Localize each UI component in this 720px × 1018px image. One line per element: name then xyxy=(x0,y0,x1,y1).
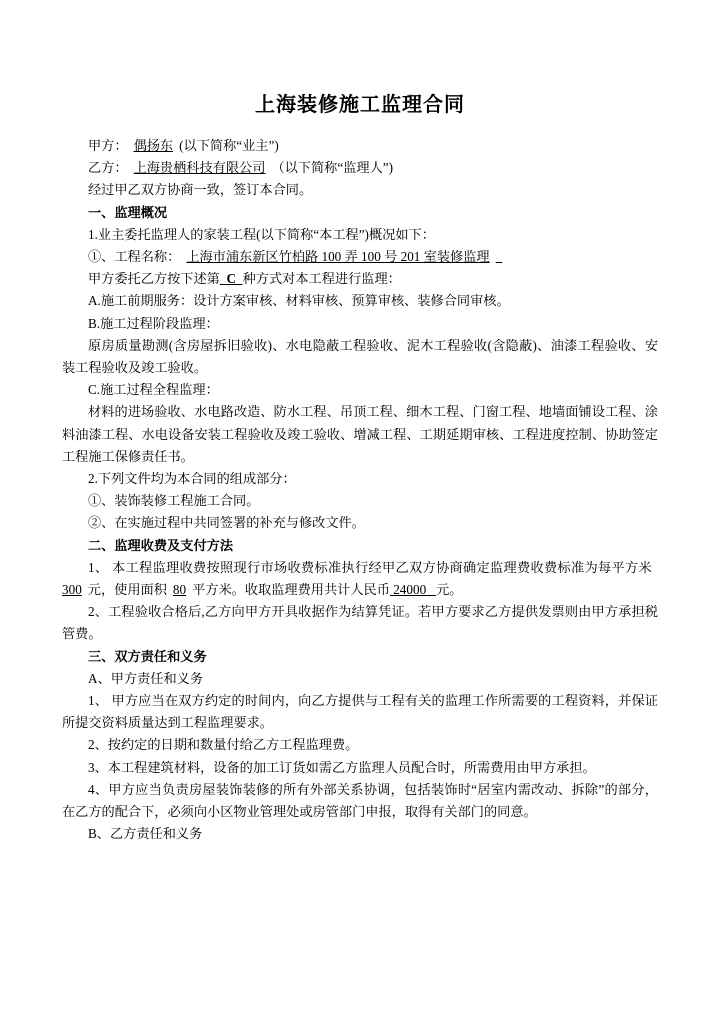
section-1-item-1: 1.业主委托监理人的家装工程(以下简称“本工程”)概况如下： xyxy=(88,226,435,242)
section-1-heading: 一、监理概况 xyxy=(88,204,168,220)
parties-block xyxy=(62,123,658,202)
section-1-item-2-1: ①、装饰装修工程施工合同。 xyxy=(88,493,260,509)
option-c-title: C.施工过程全程监理： xyxy=(88,382,219,398)
section-3-a1: 1、 甲方应当在双方约定的时间内，向乙方提供与工程有关的监理工作所需要的工程资料，并保证所提交资料质量达到工程监理要求。 xyxy=(62,693,658,731)
option-a-text: 设计方案审核、材料审核、预算审核、装修合同审核。 xyxy=(193,293,510,309)
section-3-sub-b: B、乙方责任和义务 xyxy=(88,826,203,842)
option-a-line xyxy=(62,290,658,312)
project-name-line xyxy=(62,246,658,268)
section-1-item-2: 2.下列文件均为本合同的组成部分： xyxy=(88,471,296,487)
fee-area: 80 xyxy=(172,582,187,598)
party-b-suffix: （以下简称“监理人”) xyxy=(271,160,394,176)
section-2-paragraph-2: 2、工程验收合格后,乙方向甲方开具收据作为结算凭证。若甲方要求乙方提供发票则由甲方承担税管费。 xyxy=(62,604,658,642)
fee-text-part-2: 元，使用面积 xyxy=(87,582,167,598)
section-2-heading: 二、监理收费及支付方法 xyxy=(88,537,234,553)
page-title: 上海装修施工监理合同 xyxy=(255,92,465,116)
party-b-value: 上海贵栖科技有限公司 xyxy=(133,160,266,176)
party-a-label: 甲方： xyxy=(88,138,128,153)
section-1-item-2-2: ②、在实施过程中共同签署的补充与修改文件。 xyxy=(88,515,365,531)
option-b-text: 原房质量勘测(含房屋拆旧验收)、水电隐蔽工程验收、泥木工程验收(含隐蔽)、油漆工程验收、安装工程验收及竣工验收。 xyxy=(62,337,658,376)
fee-unit-price: 300 xyxy=(62,582,82,598)
entrust-option-line xyxy=(62,268,658,290)
section-3-a3: 3、本工程建筑材料，设备的加工订货如需乙方监理人员配合时，所需费用由甲方承担。 xyxy=(88,759,596,775)
fee-text-part-4: 元。 xyxy=(436,582,463,598)
party-a-value: 偶扬东 xyxy=(133,138,174,153)
section-3-sub-a: A、甲方责任和义务 xyxy=(88,670,204,686)
option-b-title: B.施工过程阶段监理： xyxy=(88,315,219,331)
party-a-line xyxy=(62,135,658,157)
section-2-paragraph-1 xyxy=(62,557,658,601)
option-c-text: 材料的进场验收、水电路改造、防水工程、吊顶工程、细木工程、门窗工程、地墙面铺设工程、涂料油漆工程、水电设备安装工程验收及竣工验收、增减工程、工期延期审核、工程进度控制、协助签定工程施工保修责任书。 xyxy=(62,404,658,464)
option-a-title: A.施工前期服务： xyxy=(88,293,194,309)
party-b-label: 乙方： xyxy=(88,160,128,176)
party-a-suffix: (以下简称“业主”) xyxy=(179,138,279,153)
document-body xyxy=(62,123,658,846)
fee-text-part-3: 平方米。收取监理费用共计人民币 xyxy=(192,582,390,598)
entrust-prefix: 甲方委托乙方按下述第 xyxy=(88,271,220,287)
fee-text-part-1: 1、 本工程监理收费按照现行市场收费标准执行经甲乙双方协商确定监理费收费标准为每平方米 xyxy=(88,559,652,575)
agreement-line: 经过甲乙双方协商一致，签订本合同。 xyxy=(88,182,313,198)
entrust-option-value: C xyxy=(226,271,236,287)
entrust-suffix: 种方式对本工程进行监理： xyxy=(242,271,401,287)
fee-total: 24000 xyxy=(393,582,427,598)
section-3-a4: 4、甲方应当负责房屋装饰装修的所有外部关系协调，包括装饰时“居室内需改动、拆除”的部分，在乙方的配合下，必须向小区物业管理处或房管部门申报，取得有关部门的同意。 xyxy=(62,781,658,820)
project-name-label: ①、工程名称： xyxy=(88,249,181,265)
party-b-line xyxy=(62,157,658,179)
section-3-a2: 2、按约定的日期和数量付给乙方工程监理费。 xyxy=(88,737,359,753)
section-3-heading: 三、双方责任和义务 xyxy=(88,648,207,664)
project-name-value: 上海市浦东新区竹柏路 100 弄 100 号 201 室装修监理 xyxy=(186,249,490,265)
